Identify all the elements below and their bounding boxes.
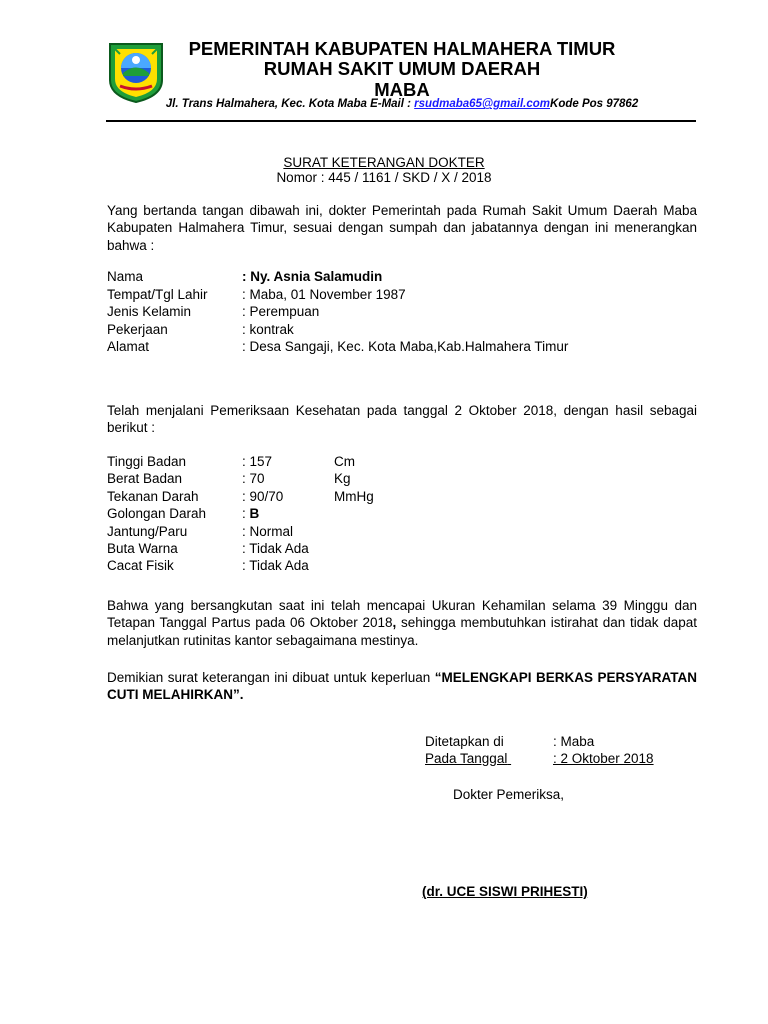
result-label: Cacat Fisik	[107, 558, 174, 574]
result-value: :	[242, 506, 250, 522]
sign-place-value: : Maba	[553, 734, 595, 749]
letterhead-divider	[106, 120, 696, 122]
patient-label: Tempat/Tgl Lahir	[107, 286, 208, 302]
result-unit: Cm	[334, 454, 355, 469]
closing-text: Demikian surat keterangan ini dibuat untuk keperluan	[107, 670, 435, 685]
patient-value: : Desa Sangaji, Kec. Kota Maba,Kab.Halmahera Timur	[242, 339, 569, 354]
exam-intro-paragraph: Telah menjalani Pemeriksaan Kesehatan pada tanggal 2 Oktober 2018, dengan hasil sebagai berikut :	[107, 403, 697, 436]
patient-value: : Perempuan	[242, 304, 320, 319]
patient-label: Pekerjaan	[107, 321, 168, 337]
letterhead-city: MABA	[374, 79, 430, 100]
patient-label: Nama	[107, 269, 144, 284]
sign-role: Dokter Pemeriksa,	[453, 787, 565, 802]
letter-title: SURAT KETERANGAN DOKTER	[283, 155, 485, 170]
closing-purpose: “MELENGKAPI BERKAS PERSYARATAN CUTI MELAHIRKAN”.	[107, 670, 697, 703]
letterhead-address	[0, 98, 768, 110]
patient-value: : Maba, 01 November 1987	[242, 286, 406, 302]
sign-date-label: Pada Tanggal	[425, 751, 508, 766]
intro-paragraph: Yang bertanda tangan dibawah ini, dokter Pemerintah pada Rumah Sakit Umum Daerah Maba Kabupaten Halmahera Timur, sesuai dengan sumpah dan jabatannya dengan ini menerangkan bahwa :	[107, 203, 697, 253]
statement-comma: ,	[392, 615, 397, 631]
result-unit: Kg	[334, 471, 351, 487]
letterhead-hospital: RUMAH SAKIT UMUM DAERAH	[263, 58, 541, 79]
patient-label: Jenis Kelamin	[107, 304, 192, 319]
result-unit: MmHg	[334, 488, 374, 504]
patient-label: Alamat	[107, 339, 150, 354]
result-label: Buta Warna	[107, 541, 178, 556]
email-link[interactable]: rsudmaba65@gmail.com	[414, 98, 551, 110]
result-label: Tekanan Darah	[107, 488, 199, 504]
statement-part1: Bahwa yang bersangkutan saat ini telah mencapai Ukuran Kehamilan selama 39 Minggu dan Tetapan Tanggal Partus pada 06 Oktober 2018	[107, 598, 697, 631]
result-label: Tinggi Badan	[107, 454, 187, 469]
sign-place-label: Ditetapkan di	[425, 734, 504, 749]
letter-title-wrap	[0, 155, 768, 170]
result-value: : 157	[242, 454, 273, 469]
address-prefix: Jl. Trans Halmahera, Kec. Kota Maba E-Mail :	[165, 98, 415, 110]
result-label: Jantung/Paru	[107, 523, 188, 539]
statement-paragraph	[107, 597, 697, 649]
letterhead-government: PEMERINTAH KABUPATEN HALMAHERA TIMUR	[188, 38, 616, 59]
result-value: : 70	[242, 471, 265, 487]
result-value: : Normal	[242, 523, 294, 539]
letter-number: Nomor : 445 / 1161 / SKD / X / 2018	[276, 170, 492, 185]
patient-value: : kontrak	[242, 321, 294, 337]
patient-value: : Ny. Asnia Salamudin	[242, 269, 383, 284]
blood-type-value: B	[249, 506, 260, 522]
statement-part2: sehingga membutuhkan istirahat dan tidak dapat melanjutkan rutinitas kantor sebagaimana mestinya.	[107, 615, 697, 648]
sign-date-underline-fill	[507, 751, 543, 766]
result-label: Berat Badan	[107, 471, 183, 487]
sign-date-row	[425, 751, 654, 766]
doctor-name: (dr. UCE SISWI PRIHESTI)	[422, 884, 588, 899]
result-value-wrap	[242, 505, 259, 522]
sign-place-row	[425, 734, 595, 749]
address-suffix: Kode Pos 97862	[550, 98, 639, 110]
result-value: : 90/70	[242, 488, 284, 504]
result-label: Golongan Darah	[107, 506, 207, 522]
result-value: : Tidak Ada	[242, 541, 309, 556]
result-value: : Tidak Ada	[242, 558, 309, 574]
sign-date-value: : 2 Oktober 2018	[553, 751, 654, 766]
closing-paragraph	[107, 669, 697, 704]
